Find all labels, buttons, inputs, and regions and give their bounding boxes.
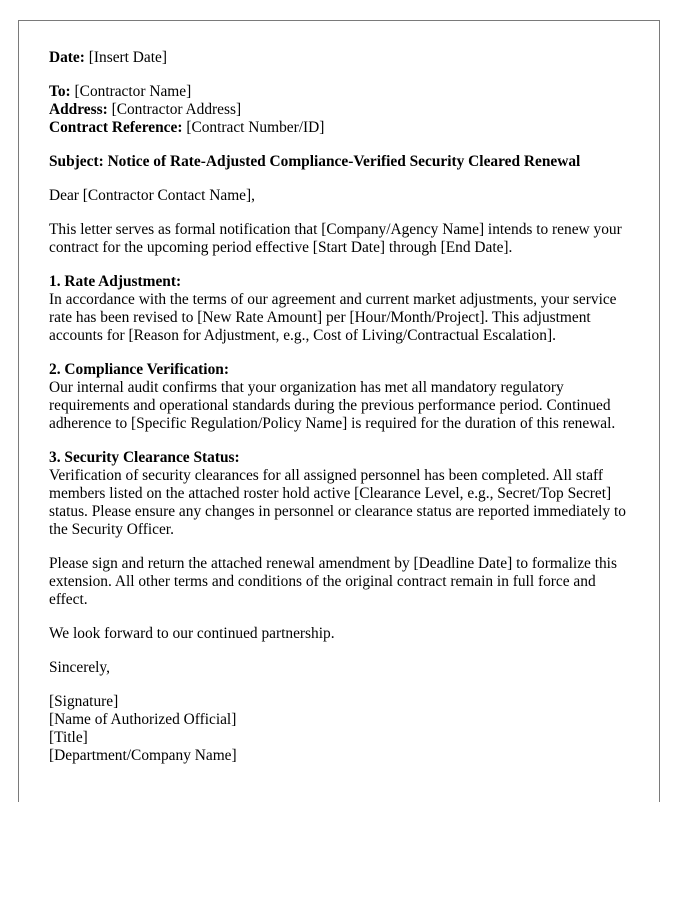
to-label: To: — [49, 83, 71, 100]
section-rate-adjustment — [49, 273, 631, 345]
to-value: [Contractor Name] — [74, 83, 192, 100]
section-compliance-verification — [49, 361, 631, 433]
address-line — [49, 101, 631, 119]
department-name: [Department/Company Name] — [49, 747, 237, 764]
subject-line: Subject: Notice of Rate-Adjusted Compliance-Verified Security Cleared Renewal — [49, 153, 581, 170]
official-title: [Title] — [49, 729, 88, 746]
closing-paragraph: Please sign and return the attached renewal amendment by [Deadline Date] to formalize this extension. All other terms and conditions of the original contract remain in full force and effect. — [49, 555, 617, 608]
date-line — [49, 49, 631, 67]
date-label: Date: — [49, 49, 85, 66]
contract-reference-label: Contract Reference: — [49, 119, 183, 136]
address-value: [Contractor Address] — [111, 101, 242, 118]
signature-block — [49, 693, 631, 765]
contract-reference-value: [Contract Number/ID] — [186, 119, 325, 136]
sign-off: Sincerely, — [49, 659, 110, 676]
section-body: Our internal audit confirms that your organization has met all mandatory regulatory requirements and operational standards during the previous performance period. Continued adherence to [Specific Regulation/Policy Name] is required for the duration of this renewal. — [49, 379, 616, 432]
date-value: [Insert Date] — [88, 49, 167, 66]
signature-placeholder: [Signature] — [49, 693, 119, 710]
section-body: In accordance with the terms of our agreement and current market adjustments, your service rate has been revised to [New Rate Amount] per [Hour/Month/Project]. This adjustment accounts for [Reason for Adjustment, e.g., Cost of Living/Contractual Escalation]. — [49, 291, 617, 344]
salutation: Dear [Contractor Contact Name], — [49, 187, 255, 204]
to-line — [49, 83, 631, 101]
forward-line: We look forward to our continued partnership. — [49, 625, 335, 642]
section-body: Verification of security clearances for all assigned personnel has been completed. All staff members listed on the attached roster hold active [Clearance Level, e.g., Secret/Top Secret] status. Please ensure any changes in personnel or clearance status are reported immediately to the Security Officer. — [49, 467, 626, 538]
section-heading: 2. Compliance Verification: — [49, 361, 229, 378]
official-name: [Name of Authorized Official] — [49, 711, 237, 728]
letter-document — [18, 20, 660, 802]
section-security-clearance — [49, 449, 631, 539]
section-heading: 1. Rate Adjustment: — [49, 273, 182, 290]
section-heading: 3. Security Clearance Status: — [49, 449, 240, 466]
intro-paragraph: This letter serves as formal notification that [Company/Agency Name] intends to renew your contract for the upcoming period effective [Start Date] through [End Date]. — [49, 221, 622, 256]
address-label: Address: — [49, 101, 108, 118]
contract-reference-line — [49, 119, 631, 137]
